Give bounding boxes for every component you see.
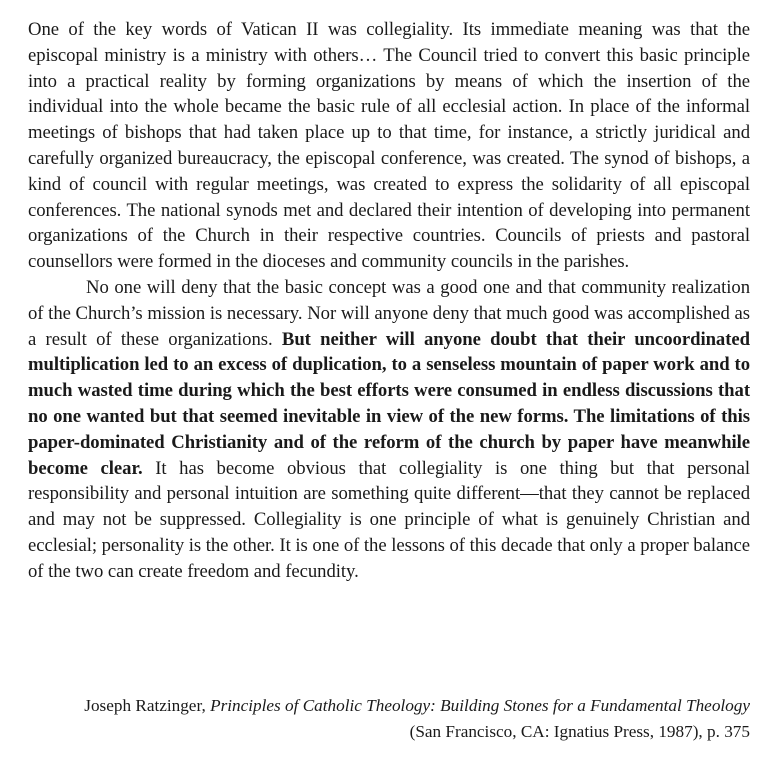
citation-publication: (San Francisco, CA: Ignatius Press, 1987), p. 375 [409, 721, 750, 741]
paragraph-2-bold-passage: But neither will anyone doubt that their uncoordinated multiplication led to an excess of duplication, to a senseless mountain of paper work and to much wasted time during which the best efforts were consumed in endless discussions that no one wanted but that seemed inevitable in view of the new forms. The limitations of this paper-dominated Christianity and of the reform of the church by paper have meanwhile become clear. [28, 328, 750, 479]
quote-paragraph-2 [28, 275, 750, 585]
citation [28, 693, 750, 744]
quote-paragraph-1: One of the key words of Vatican II was collegiality. Its immediate meaning was that the episcopal ministry is a ministry with others… The Council tried to convert this basic principle into a practical reality by forming organizations by means of which the insertion of the individual into the whole became the basic rule of all ecclesial action. In place of the informal meetings of bishops that had taken place up to that time, for instance, a strictly juridical and carefully organized bureaucracy, the episcopal conference, was created. The synod of bishops, a kind of council with regular meetings, was created to express the solidarity of all episcopal conferences. The national synods met and declared their intention of developing into permanent organizations of the Church in their respective countries. Councils of priests and pastoral counsellors were formed in the dioceses and community councils in the parishes. [28, 19, 750, 273]
paragraph-2-rest: It has become obvious that collegiality is one thing but that personal responsibility and personal intuition are something quite different—that they cannot be replaced and may not be suppressed. Collegiality is one principle of what is genuinely Christian and ecclesial; personality is the other. It is one of the lessons of this decade that only a proper balance of the two can create freedom and fecundity. [28, 457, 750, 582]
citation-line-1 [28, 693, 750, 719]
paragraph-2-intro: No one will deny that the basic concept was a good one and that community realization of the Church’s mission is necessary. Nor will anyone deny that much good was accomplished as a result of these organizations. [28, 276, 750, 350]
quote-block [28, 17, 750, 585]
citation-author: Joseph Ratzinger, [84, 696, 211, 715]
citation-title: Principles of Catholic Theology: Building Stones for a Fundamental Theology [210, 696, 750, 715]
